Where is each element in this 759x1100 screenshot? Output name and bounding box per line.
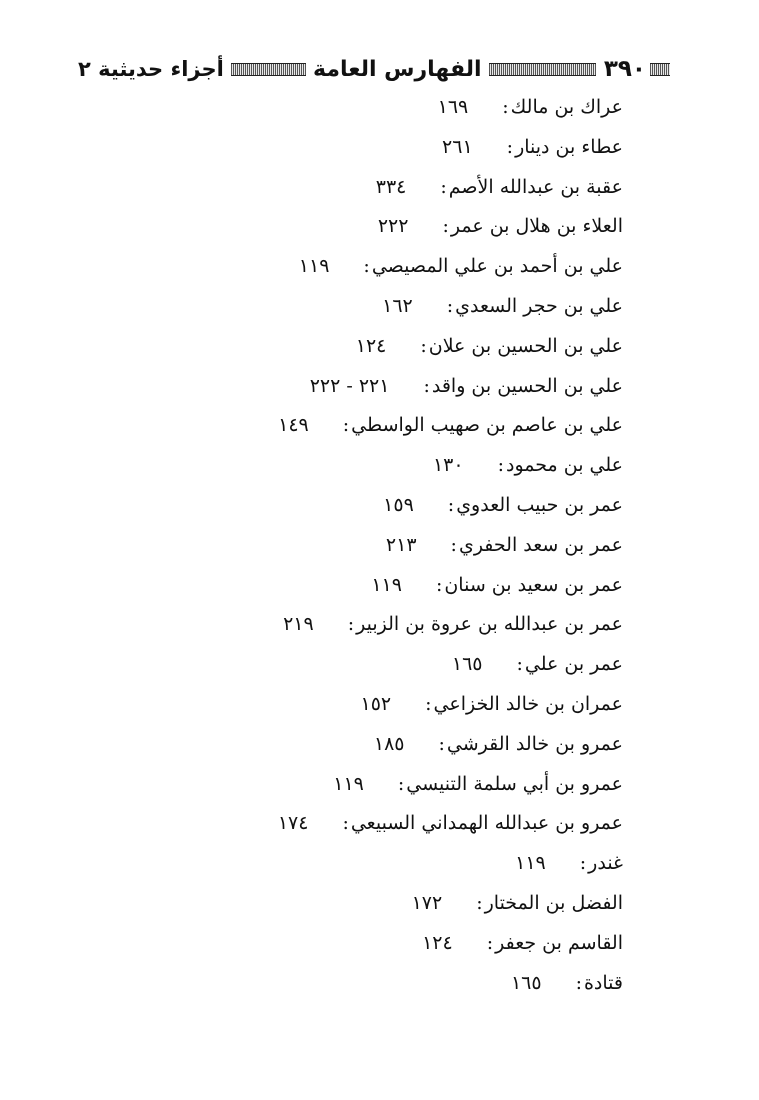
entry-name: علي بن الحسين بن علان: [428, 334, 623, 357]
index-entry: [278, 486, 623, 526]
entry-name: عراك بن مالك: [510, 96, 623, 118]
index-entry: [278, 446, 623, 486]
entry-pages: ١٦٥: [510, 971, 542, 994]
entry-colon: :: [579, 852, 587, 875]
entry-pages: ١٨٥: [373, 732, 405, 755]
entry-name: الفضل بن المختار: [484, 891, 623, 914]
index-list: [278, 88, 623, 1003]
entry-name: عمر بن سعيد بن سنان: [444, 573, 623, 596]
entry-pages: ١٢٤: [422, 931, 453, 954]
index-entry: [278, 725, 623, 765]
entry-colon: :: [423, 374, 430, 397]
entry-pages: ١٥٢: [360, 692, 392, 715]
entry-name: العلاء بن هلال بن عمر: [450, 215, 623, 238]
page-header: [78, 52, 670, 86]
entry-colon: :: [438, 732, 445, 755]
entry-colon: :: [363, 255, 370, 278]
entry-colon: :: [446, 294, 454, 317]
entry-pages: ٢٢١ - ٢٢٢: [309, 374, 390, 397]
index-entry: [278, 327, 623, 367]
index-entry: [278, 526, 623, 566]
entry-name: عمران بن خالد الخزاعي: [433, 692, 623, 715]
entry-name: القاسم بن جعفر: [495, 931, 623, 954]
index-entry: [278, 765, 623, 805]
index-entry: [278, 128, 623, 168]
entry-colon: :: [447, 493, 455, 516]
entry-pages: ٢٦١: [442, 135, 473, 158]
entry-colon: :: [486, 931, 494, 954]
entry-pages: ١١٩: [333, 772, 364, 795]
entry-pages: ١٦٥: [451, 653, 483, 676]
entry-pages: ٣٣٤: [375, 175, 407, 198]
entry-colon: :: [497, 454, 504, 477]
entry-pages: ٢١٣: [385, 533, 417, 556]
entry-name: علي بن محمود: [506, 454, 623, 477]
index-entry: [278, 685, 623, 725]
entry-name: قتادة: [583, 971, 623, 994]
section-title: الفهارس العامة: [313, 56, 482, 82]
entry-pages: ٢٢٢: [377, 215, 409, 238]
index-entry: [278, 88, 623, 128]
entry-pages: ١١٩: [298, 255, 330, 278]
entry-name: عمرو بن أبي سلمة التنيسي: [406, 772, 623, 795]
entry-name: عقبة بن عبدالله الأصم: [448, 175, 623, 198]
entry-name: علي بن أحمد بن علي المصيصي: [371, 255, 623, 278]
entry-name: عمر بن عبدالله بن عروة بن الزبير: [356, 613, 623, 636]
index-entry: [278, 924, 623, 964]
entry-colon: :: [397, 772, 405, 795]
entry-name: علي بن حجر السعدي: [455, 294, 623, 317]
entry-colon: :: [516, 653, 523, 676]
index-entry: [278, 406, 623, 446]
entry-colon: :: [506, 135, 514, 158]
page-number: ٣٩٠: [603, 56, 646, 82]
entry-colon: :: [476, 891, 483, 914]
index-entry: [278, 964, 623, 1004]
entry-pages: ١١٩: [515, 852, 546, 875]
entry-pages: ١٥٩: [383, 493, 414, 516]
book-title: أجزاء حديثية ٢: [78, 57, 224, 81]
index-entry: [278, 645, 623, 685]
index-entry: [278, 367, 623, 407]
entry-colon: :: [502, 96, 509, 118]
entry-pages: ١٦٢: [382, 294, 413, 317]
entry-colon: :: [342, 414, 350, 437]
header-rule-right: [650, 63, 670, 76]
entry-colon: :: [435, 573, 443, 596]
entry-name: غندر: [588, 852, 623, 875]
entry-colon: :: [450, 533, 457, 556]
entry-name: عطاء بن دينار: [515, 135, 623, 158]
entry-colon: :: [575, 971, 582, 994]
index-entry: [278, 605, 623, 645]
entry-colon: :: [440, 175, 447, 198]
entry-pages: ٢١٩: [283, 613, 314, 636]
entry-name: عمر بن علي: [524, 653, 623, 676]
entry-colon: :: [425, 692, 432, 715]
header-rule-middle: [489, 63, 596, 76]
entry-pages: ١٧٤: [277, 812, 309, 835]
entry-name: عمر بن حبيب العدوي: [456, 493, 623, 516]
index-entry: [278, 287, 623, 327]
entry-pages: ١٧٢: [411, 891, 443, 914]
index-entry: [278, 207, 623, 247]
index-entry: [278, 566, 623, 606]
entry-colon: :: [420, 334, 427, 357]
entry-pages: ١٦٩: [437, 96, 469, 118]
index-entry: [278, 844, 623, 884]
entry-colon: :: [347, 613, 355, 636]
entry-name: عمرو بن خالد القرشي: [446, 732, 623, 755]
entry-pages: ١٣٠: [432, 454, 464, 477]
entry-colon: :: [342, 812, 349, 835]
entry-pages: ١٤٩: [278, 414, 309, 437]
index-entry: [278, 247, 623, 287]
header-rule-left: [231, 63, 306, 76]
entry-pages: ١٢٤: [355, 334, 387, 357]
entry-name: علي بن الحسين بن واقد: [431, 374, 623, 397]
entry-pages: ١١٩: [371, 573, 402, 596]
entry-colon: :: [442, 215, 449, 238]
index-entry: [278, 168, 623, 208]
entry-name: علي بن عاصم بن صهيب الواسطي: [351, 414, 623, 437]
entry-name: عمرو بن عبدالله الهمداني السبيعي: [350, 812, 623, 835]
entry-name: عمر بن سعد الحفري: [458, 533, 623, 556]
index-entry: [278, 884, 623, 924]
index-entry: [278, 804, 623, 844]
